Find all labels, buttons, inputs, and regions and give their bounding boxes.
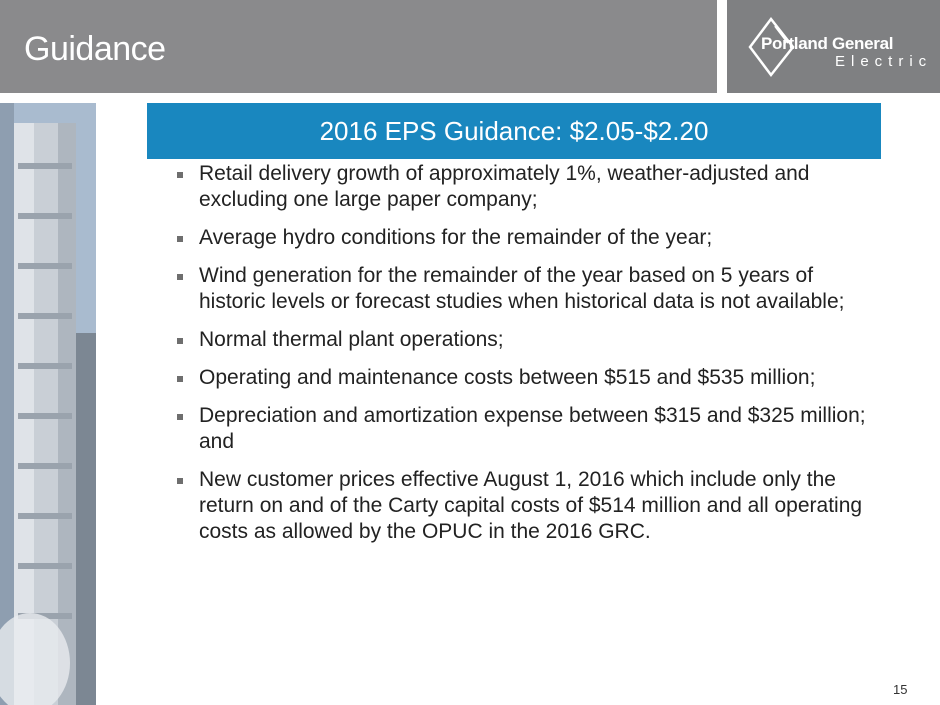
list-item (177, 365, 877, 391)
banner-text: 2016 EPS Guidance: $2.05-$2.20 (319, 116, 709, 146)
list-item (177, 263, 877, 315)
list-item (177, 467, 877, 545)
bullet-square-icon (177, 172, 183, 178)
bullet-text: Depreciation and amortization expense between $315 and $325 million; and (199, 404, 866, 453)
company-logo (727, 0, 940, 93)
bullet-square-icon (177, 376, 183, 382)
bullet-square-icon (177, 478, 183, 484)
bullet-square-icon (177, 274, 183, 280)
bullet-text: Wind generation for the remainder of the year based on 5 years of historic levels or forecast studies when historical data is not available; (199, 264, 845, 313)
bullet-text: Average hydro conditions for the remainder of the year; (199, 226, 713, 249)
eps-guidance-banner (147, 103, 881, 159)
header-bar (0, 0, 717, 93)
bullet-square-icon (177, 338, 183, 344)
bullet-text: Retail delivery growth of approximately 1%, weather-adjusted and excluding one large paper company; (199, 162, 810, 211)
bullet-square-icon (177, 236, 183, 242)
bullet-text: Normal thermal plant operations; (199, 328, 504, 351)
list-item (177, 403, 877, 455)
power-plant-photo (0, 103, 96, 705)
logo-text-primary: Portland General (761, 34, 894, 53)
list-item (177, 225, 877, 251)
logo-text-secondary: Electric (835, 53, 933, 70)
bullet-text: New customer prices effective August 1, 2016 which include only the return on and of the Carty capital costs of $514 million and all operating costs as allowed by the OPUC in the 2016 GRC. (199, 468, 863, 543)
list-item (177, 161, 877, 213)
page-number: 15 (893, 682, 908, 697)
bullet-square-icon (177, 414, 183, 420)
bullet-text: Operating and maintenance costs between $515 and $535 million; (199, 366, 816, 389)
page-title: Guidance (24, 30, 166, 68)
smokestack-illustration-icon (0, 103, 96, 705)
list-item (177, 327, 877, 353)
guidance-bullet-list (177, 161, 877, 557)
